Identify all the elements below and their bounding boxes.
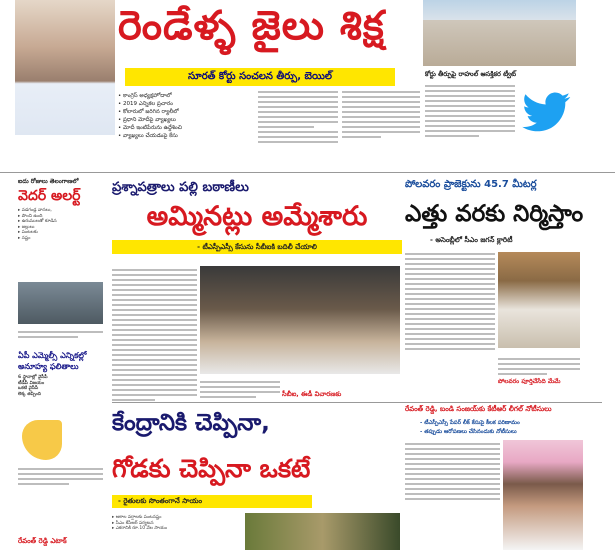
weather-bullet: ▸ వడగండ్ల వానలు, [18, 208, 52, 213]
top-subheadline: సూరత్ కోర్టు సంచలన తీర్పు, బెయిల్ [125, 68, 395, 86]
middle-article-2 [200, 378, 280, 401]
weather-bullet: ▸ జల్లులు [18, 224, 35, 230]
bullet-text: సీఎం కేసీఆర్ పర్యటన [115, 520, 154, 526]
top-article-col-1 [258, 88, 338, 160]
bullet-text: కోలారులో జరిగిన ర్యాలీలో [123, 109, 179, 115]
kcr-bullets [112, 515, 242, 532]
divider [112, 402, 602, 403]
rain-photo [18, 282, 103, 324]
assembly-photo [498, 252, 580, 348]
kcr-headline-1: కేంద్రానికి చెప్పినా, [112, 410, 270, 436]
weather-text [18, 328, 103, 341]
ktr-article [405, 440, 500, 503]
bullet-text: వడగండ్ల వానలు, [21, 208, 52, 213]
polavaram-article [405, 250, 495, 353]
kcr-sub: - రైతులకు సొంతంగానే సాయం [112, 495, 312, 508]
bullet-text: ఎకరానికి రూ.10 వేల సాయం [115, 526, 168, 531]
middle-caption: సీబీఐ, ఈడీ విచారణకు [282, 390, 342, 398]
weather-bullet: ▸ నష్టం [18, 235, 31, 241]
top-article-col-2 [342, 88, 420, 160]
court-building-photo [423, 0, 576, 66]
side-caption: కోర్టు తీర్పుపై రాహుల్ ఆసక్తికర ట్వీట్ [425, 70, 517, 78]
ktr-sub-2: - తప్పుడు ఆరోపణలు చేసినందుకు నోటీసులు [420, 429, 517, 435]
ktr-sub-1: - టీఎస్పీఎస్సీ పేపర్ లీక్ కేసుపై కీలక పరిణామం [420, 420, 520, 426]
top-bullet: • మోదీ ఇంటిపేరును ఉద్దేశించి [118, 125, 182, 131]
weather-alert-title: వెదర్ అలర్ట్ [18, 188, 81, 204]
polavaram-sub: - అసెంబ్లీలో సీఎం జగన్ క్లారిటీ [430, 236, 513, 244]
assembly-article [498, 355, 580, 378]
polavaram-kicker: పోలవరం ప్రాజెక్టును 45.7 మీటర్ల [405, 179, 537, 190]
ap-map [22, 420, 62, 460]
bullet-text: పంటలకు [21, 230, 38, 235]
mlc-point: ఒకటి వైసీపీ [18, 386, 39, 391]
mlc-point: టీడీపీ విజయం [18, 380, 45, 386]
revanth-press-photo [200, 266, 400, 374]
ktr-photo [503, 440, 583, 550]
middle-article-1 [112, 266, 197, 404]
top-bullet: • 2019 ఎన్నికల ప్రచారం [118, 101, 173, 107]
left-kicker: ఐదు రోజులు తెలంగాణలో [18, 178, 79, 185]
top-bullet: • వ్యాఖ్యలు చేయడంపై కేసు [118, 133, 178, 139]
weather-bullets [18, 208, 108, 241]
side-article [425, 82, 515, 152]
middle-kicker: ప్రశ్నాపత్రాలు పల్లి బఠాణీలు [112, 180, 249, 195]
rahul-photo [15, 0, 115, 135]
mlc-points [18, 375, 108, 397]
ktr-notice-title: రేవంత్ రెడ్డి, బండి సంజయ్‌కు కేటీఆర్ లీగల్ నోటీసులు [405, 405, 552, 413]
kcr-photo [245, 513, 400, 550]
weather-bullet: ▸ ఉరుములతో కూడిన [18, 219, 57, 224]
bullet-text: ఉరుములతో కూడిన [21, 219, 57, 224]
polavaram-headline: ఎత్తు వరకు నిర్మిస్తాం [405, 201, 584, 227]
middle-headline: అమ్మినట్లు అమ్మేశారు [146, 201, 368, 232]
mlc-title: ఏపీ ఎమ్మెల్సీ ఎన్నికల్లో అనూహ్య ఫలితాలు [18, 351, 87, 371]
bullet-text: 2019 ఎన్నికల ప్రచారం [123, 101, 173, 107]
kcr-bullet: ▸ ఎకరానికి రూ.10 వేల సాయం [112, 526, 168, 531]
mlc-point: 6 స్థానాల్లో వైసీపీ [18, 375, 48, 380]
bullet-text: కాంగ్రెస్ అధ్యక్షహోదాలో [123, 93, 172, 99]
twitter-bird-icon [522, 92, 572, 132]
bullet-text: వ్యాఖ్యలు చేయడంపై కేసు [123, 133, 178, 139]
bullet-text: జల్లులు [21, 224, 35, 230]
mlc-point: లెక్క తప్పింది [18, 391, 41, 397]
bullet-text: అకాల వర్షాలకు పంటనష్టం [115, 515, 162, 520]
bullet-text: మోదీ ఇంటిపేరును ఉద్దేశించి [123, 125, 182, 131]
top-bullets [118, 92, 253, 140]
polavaram-footer: పోలవరం పూర్తిచేసేది మేమే [498, 378, 561, 385]
revanth-attack: రేవంత్ రెడ్డి ఎటాక్ [18, 537, 67, 545]
mlc-article [18, 465, 103, 488]
bullet-text: ప్రధాని మోదీపై వ్యాఖ్యలు [123, 117, 176, 123]
kcr-bullet: ▸ సీఎం కేసీఆర్ పర్యటన [112, 520, 154, 526]
middle-sub: - టీఎస్పీఎస్సీ కేసును సీబీఐకి బదిలీ చేయాలి [112, 240, 402, 254]
divider [0, 172, 615, 173]
weather-bullet: ▸ పంటలకు [18, 230, 38, 235]
weather-bullet: ▸ పొంచి ఉంది [18, 213, 43, 219]
top-bullet: • కోలారులో జరిగిన ర్యాలీలో [118, 109, 179, 115]
bullet-text: పొంచి ఉంది [21, 213, 43, 219]
kcr-bullet: ▸ అకాల వర్షాలకు పంటనష్టం [112, 515, 162, 520]
top-headline: రెండేళ్ళ జైలు శిక్ష [118, 3, 385, 49]
kcr-headline-2: గోడకు చెప్పినా ఒకటే [112, 454, 311, 483]
top-bullet: • ప్రధాని మోదీపై వ్యాఖ్యలు [118, 117, 176, 123]
top-bullet: • కాంగ్రెస్ అధ్యక్షహోదాలో [118, 93, 172, 99]
bullet-text: నష్టం [21, 235, 31, 241]
